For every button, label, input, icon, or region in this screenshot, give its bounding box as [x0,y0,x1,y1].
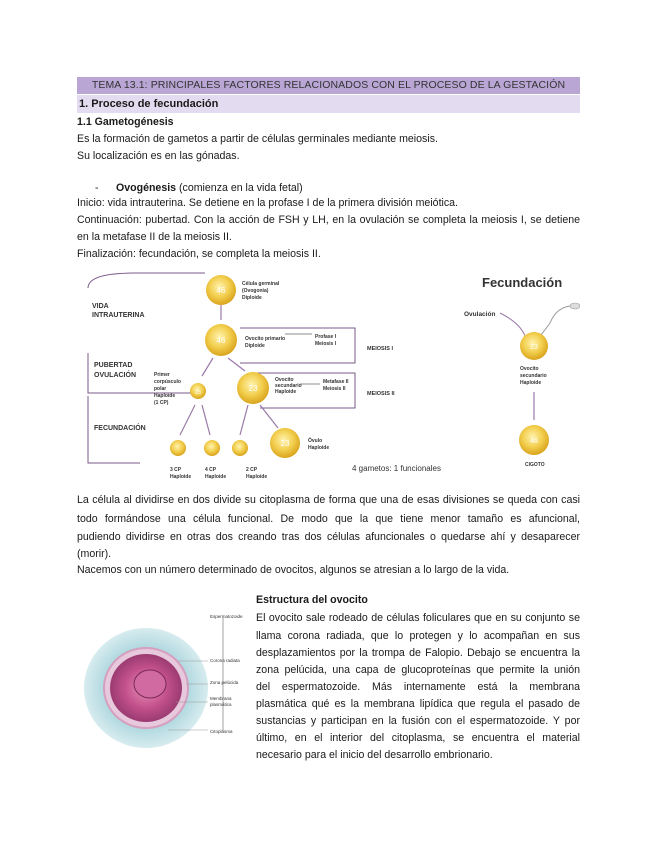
cell-label: Diploide [242,295,262,301]
cell-label: Diploide [245,343,265,349]
illustration-label: Corona radiata [210,658,240,663]
illustration-label: Zona pelúcida [210,680,239,685]
stage-label: INTRAUTERINA [92,312,145,319]
ovogenesis-title: Ovogénesis [116,182,177,194]
paragraph-line: Su localización es en las gónadas. [77,150,240,162]
cell-chromosomes: 23 [280,439,290,448]
ovogenesis-note: (comienza en la vida fetal) [179,182,303,194]
fecundacion-title: Fecundación [482,275,563,290]
cell-label: secundario [275,383,302,389]
arrow [180,405,195,435]
paragraph-line: todo formándose una célula funcional. De modo que la que tiene menor tamaño es afuncional, [77,513,580,525]
arrow [240,405,248,435]
illustration-label: Citoplasma [210,729,233,734]
paragraph-line: llama corona radiada, que lo protegen y lo acompañan en sus [256,630,580,642]
cell-label: corpúsculo [154,379,181,385]
paragraph-line: pudiendo dividirse en otras dos creando tras dos células afuncionales o quedarse ahí y desaparecer [77,531,580,543]
cell-cp [170,440,186,456]
cell-label: Ovocito [520,366,539,372]
cell-chromosomes: 23 [248,384,258,393]
stage-label: OVULACIÓN [94,372,136,379]
oogenesis-diagram [80,268,580,480]
section-heading: 1. Proceso de fecundación [77,95,580,113]
stage-label: PUBERTAD [94,362,133,369]
estructura-heading: Estructura del ovocito [256,594,368,606]
cell-chromosomes: 46 [530,438,538,445]
illustration-label: Membrana [210,696,232,701]
paragraph-line: necesario para el inicio del desarrollo embrionario. [256,749,493,761]
gametos-caption: 4 gametos: 1 funcionales [352,464,441,473]
bracket-line [88,273,205,288]
cell-label: polar [154,386,167,392]
paragraph-line: Inicio: vida intrauterina. Se detiene en la profase I de la primera división meiótica. [77,197,458,209]
cell-label: Haploide [246,474,268,480]
stage-label: VIDA [92,303,109,310]
cell-label: Metafase II [323,379,349,385]
paragraph-line: último, en el interior del citoplasma, se encuentra el material [256,732,580,744]
cell-label: Haploide [170,474,192,480]
cell-label: Meiosis II [323,386,346,392]
paragraph-line: Es la formación de gametos a partir de células germinales mediante meiosis. [77,133,438,145]
document-title: TEMA 13.1: PRINCIPALES FACTORES RELACIONADOS CON EL PROCESO DE LA GESTACIÓN [77,77,580,94]
sperm-tail [540,306,580,336]
cell-label: Ovocito [275,377,294,383]
cell-label: CIGOTO [525,462,545,468]
paragraph-line: La célula al dividirse en dos divide su citoplasma de forma que una de esas divisiones se queda con casi [77,494,580,506]
arrow [500,313,525,336]
nucleus-shape [134,670,166,698]
cell-label: Haploide [154,393,176,399]
cell-label: Óvulo [308,438,323,444]
cell-cp [232,440,248,456]
cell-chromosomes: 46 [216,336,226,345]
arrow [202,358,213,376]
cell-label: Meiosis I [315,341,337,347]
ovulacion-label: Ovulación [464,311,496,318]
arrow [228,358,245,371]
paragraph-line: zona pelúcida, una capa de glucoproteínas que permite la unión [256,664,580,676]
cell-label: 3 CP [170,467,182,473]
cell-label: Haploide [520,380,542,386]
paragraph-line: Nacemos con un número determinado de ovocitos, algunos se atresian a lo largo de la vida. [77,564,510,576]
paragraph-line: sustancias y participan en la fusión con el espermatozoide. Y por [256,715,580,727]
cell-label: Profase I [315,334,337,340]
stage-label: FECUNDACIÓN [94,425,146,432]
cell-label: Primer [154,372,170,378]
paragraph-line: Finalización: fecundación, se completa la meiosis II. [77,248,321,260]
paragraph-line: del espermatozoide. Más internamente está la membrana [256,681,580,693]
paragraph-line: desplazamientos por la trompa de Falopio. Debajo se encuentra la [256,647,580,659]
cell-label: 2 CP [246,467,258,473]
paragraph-line: plasmática qué es la membrana lipídica que regula el pasado de [256,698,580,710]
illustration-label: Espermatozoide [210,614,243,619]
cell-label: Haploide [308,445,330,451]
cell-label: Haploide [275,389,297,395]
cell-label: Haploide [205,474,227,480]
cell-chromosomes: 23 [530,344,538,351]
cell-chromosomes: 23 [195,390,201,396]
cell-label: 4 CP [205,467,217,473]
arrow [202,405,210,435]
sperm-icon [570,303,580,309]
bullet-marker: - [95,182,99,194]
cell-label: (Ovogonia) [242,288,269,294]
cell-label: Célula germinal [242,281,280,287]
paragraph-line: Continuación: pubertad. Con la acción de FSH y LH, en la ovulación se completa la meiosis I, se detiene [77,214,580,226]
paragraph-line: El ovocito sale rodeado de células foliculares que en su conjunto se [256,612,580,624]
illustration-label: plasmática [210,702,232,707]
meiosis-label: MEIOSIS I [367,346,393,352]
cell-cp [204,440,220,456]
cell-chromosomes: 46 [216,286,226,295]
cell-label: secundario [520,373,547,379]
cell-label: (1 CP) [154,400,169,406]
subsection-heading: 1.1 Gametogénesis [77,116,174,128]
meiosis-label: MEIOSIS II [367,391,395,397]
paragraph-line: (morir). [77,548,112,560]
paragraph-line: en la metafase II de la meiosis II. [77,231,232,243]
cell-label: Ovocito primario [245,336,286,342]
